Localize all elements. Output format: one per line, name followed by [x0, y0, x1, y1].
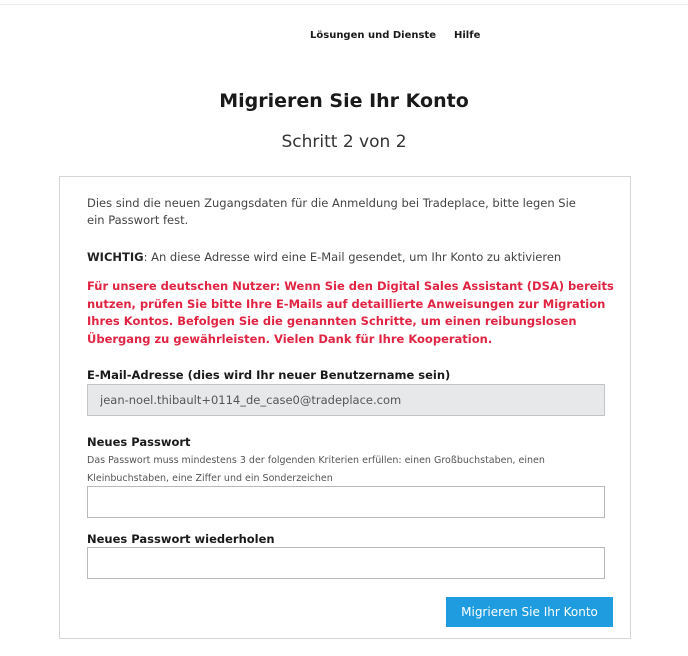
email-field[interactable]	[87, 384, 605, 416]
password-label: Neues Passwort	[87, 435, 191, 449]
migrate-account-button[interactable]: Migrieren Sie Ihr Konto	[446, 597, 613, 627]
dsa-warning-text: Für unsere deutschen Nutzer: Wenn Sie den Digital Sales Assistant (DSA) bereits nutzen, prüfen Sie bitte Ihre E-Mails auf detaillierte Anweisungen zur Migration Ihres Kontos. Befolgen Sie die genannten Schritte, um einen reibungslosen Übergang zu gewährleisten. Vielen Dank für Ihre Kooperation.	[87, 279, 614, 346]
header-divider	[0, 4, 688, 5]
step-indicator: Schritt 2 von 2	[281, 132, 407, 152]
top-nav	[310, 30, 480, 41]
new-password-input[interactable]	[87, 486, 605, 518]
important-notice	[87, 249, 607, 266]
important-text: : An diese Adresse wird eine E-Mail gesendet, um Ihr Konto zu aktivieren	[143, 250, 562, 264]
important-label: WICHTIG	[87, 250, 144, 264]
intro-text: Dies sind die neuen Zugangsdaten für die Anmeldung bei Tradeplace, bitte legen Sie ein Passwort fest.	[87, 196, 576, 227]
nav-solutions-link[interactable]: Lösungen und Dienste	[310, 30, 436, 41]
nav-help-link[interactable]: Hilfe	[454, 30, 481, 41]
repeat-password-input[interactable]	[87, 547, 605, 579]
page-title: Migrieren Sie Ihr Konto	[219, 90, 469, 112]
email-label: E-Mail-Adresse (dies wird Ihr neuer Benutzername sein)	[87, 368, 451, 382]
repeat-password-label: Neues Passwort wiederholen	[87, 532, 275, 546]
migration-form-card	[59, 176, 631, 639]
password-hint: Das Passwort muss mindestens 3 der folgenden Kriterien erfüllen: einen Großbuchstaben, einen Kleinbuchstaben, eine Ziffer und ein Sonderzeichen	[87, 455, 545, 484]
